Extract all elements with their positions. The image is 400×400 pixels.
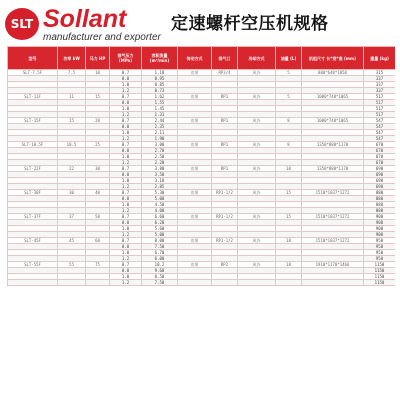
cooling-cell: 风冷 [238,238,276,244]
dimensions-cell: 1910*1170*1466 [302,262,364,268]
drive-cell [178,280,212,286]
cooling-cell: 风冷 [238,262,276,268]
flow-cell: 2.70 [142,148,178,154]
model-cell: SLT-11F [8,94,58,100]
pressure-cell: 1.0 [110,130,142,136]
pressure-cell: 0.8 [110,268,142,274]
power-cell: 30 [58,190,86,196]
flow-cell: 5.60 [142,226,178,232]
weight-cell: 1150 [364,280,396,286]
flow-cell: 2.44 [142,118,178,124]
weight-cell: 690 [364,166,396,172]
flow-cell: 2.50 [142,154,178,160]
page-title: 定速螺杆空压机规格 [171,14,329,34]
drive-cell: 皮带 [178,262,212,268]
flow-cell: 0.95 [142,76,178,82]
cooling-cell: 风冷 [238,94,276,100]
pressure-cell: 1.2 [110,88,142,94]
dimensions-cell: 1350*880*1170 [302,166,364,172]
pressure-cell: 0.7 [110,94,142,100]
weight-cell: 880 [364,202,396,208]
drive-cell: 皮带 [178,94,212,100]
outlet-cell: RP3/4 [212,70,238,76]
oil-cell: 15 [276,190,302,196]
pressure-cell: 1.2 [110,208,142,214]
weight-cell: 670 [364,160,396,166]
horsepower-cell: 30 [86,166,110,172]
column-header-oil: 油量 (L) [276,47,302,70]
horsepower-cell: 40 [86,190,110,196]
cooling-cell [238,280,276,286]
model-cell [8,280,58,286]
outlet-cell [212,280,238,286]
spec-table [7,46,395,286]
horsepower-cell: 50 [86,214,110,220]
pressure-cell: 0.8 [110,148,142,154]
flow-cell: 6.20 [142,220,178,226]
power-cell: 55 [58,262,86,268]
oil-cell: 8 [276,118,302,124]
pressure-cell: 0.8 [110,220,142,226]
outlet-cell: RP1 [212,142,238,148]
column-header-power: 功率 kW [58,47,86,70]
drive-cell: 皮带 [178,70,212,76]
weight-cell: 1150 [364,274,396,280]
flow-cell: 5.00 [142,232,178,238]
horsepower-cell: 25 [86,142,110,148]
power-cell: 15 [58,118,86,124]
pressure-cell: 1.2 [110,256,142,262]
outlet-cell: RP2 [212,262,238,268]
oil-cell: 18 [276,262,302,268]
flow-cell: 2.11 [142,130,178,136]
pressure-cell: 1.2 [110,160,142,166]
outlet-cell: RP1 [212,118,238,124]
weight-cell: 517 [364,112,396,118]
spec-table-container [7,46,395,400]
pressure-cell: 0.7 [110,238,142,244]
weight-cell: 547 [364,118,396,124]
outlet-cell: RP1 [212,166,238,172]
weight-cell: 517 [364,100,396,106]
power-cell: 22 [58,166,86,172]
weight-cell: 900 [364,232,396,238]
power-cell: 7.5 [58,70,86,76]
horsepower-cell: 10 [86,70,110,76]
weight-cell: 880 [364,196,396,202]
weight-cell: 900 [364,214,396,220]
pressure-cell: 1.2 [110,112,142,118]
dimensions-cell: 1510*1037*1272 [302,238,364,244]
flow-cell: 1.55 [142,100,178,106]
flow-cell: 5.00 [142,196,178,202]
pressure-cell: 1.0 [110,178,142,184]
pressure-cell: 1.2 [110,184,142,190]
drive-cell: 皮带 [178,190,212,196]
flow-cell: 8.00 [142,238,178,244]
model-cell: SLT-30F [8,190,58,196]
flow-cell: 6.70 [142,250,178,256]
cooling-cell: 风冷 [238,166,276,172]
pressure-cell: 1.0 [110,106,142,112]
horsepower-cell: 60 [86,238,110,244]
weight-cell: 337 [364,76,396,82]
spec-table-body [8,70,396,286]
weight-cell: 547 [364,130,396,136]
column-header-horsepower: 马力 HP [86,47,110,70]
model-cell: SLT-18.5F [8,142,58,148]
weight-cell: 315 [364,70,396,76]
weight-cell: 517 [364,94,396,100]
model-cell: SLT-7.5F [8,70,58,76]
weight-cell: 1150 [364,262,396,268]
model-cell: SLT-15F [8,118,58,124]
pressure-cell: 1.2 [110,232,142,238]
oil-cell: 5 [276,94,302,100]
column-header-weight: 重量 (kg) [364,47,396,70]
pressure-cell: 1.2 [110,280,142,286]
outlet-cell: RP1-1/2 [212,214,238,220]
weight-cell: 517 [364,106,396,112]
flow-cell: 4.00 [142,208,178,214]
weight-cell: 880 [364,190,396,196]
weight-cell: 670 [364,148,396,154]
pressure-cell: 0.7 [110,262,142,268]
cooling-cell: 风冷 [238,190,276,196]
horsepower-cell: 75 [86,262,110,268]
flow-cell: 8.50 [142,274,178,280]
flow-cell: 0.85 [142,82,178,88]
flow-cell: 10.2 [142,262,178,268]
horsepower-cell [86,280,110,286]
weight-cell: 337 [364,88,396,94]
column-header-dimensions: 机组尺寸 长*宽*高 (mm) [302,47,364,70]
flow-cell: 7.50 [142,244,178,250]
oil-cell: 15 [276,214,302,220]
weight-cell: 900 [364,220,396,226]
drive-cell: 皮带 [178,166,212,172]
flow-cell: 4.50 [142,202,178,208]
pressure-cell: 1.0 [110,226,142,232]
column-header-model: 型号 [8,47,58,70]
flow-cell: 3.80 [142,166,178,172]
model-cell: SLT-55F [8,262,58,268]
pressure-cell: 1.0 [110,250,142,256]
flow-cell: 6.00 [142,256,178,262]
weight-cell: 690 [364,172,396,178]
pressure-cell: 0.8 [110,124,142,130]
weight-cell: 690 [364,184,396,190]
pressure-cell: 1.2 [110,136,142,142]
pressure-cell: 0.8 [110,244,142,250]
weight-cell: 950 [364,244,396,250]
cooling-cell: 风冷 [238,214,276,220]
weight-cell: 1150 [364,268,396,274]
flow-cell: 9.60 [142,268,178,274]
pressure-cell: 0.7 [110,190,142,196]
oil-cell [276,280,302,286]
flow-cell: 1.18 [142,70,178,76]
dimensions-cell: 1350*880*1170 [302,142,364,148]
flow-cell: 1.45 [142,106,178,112]
flow-cell: 1.31 [142,112,178,118]
weight-cell: 690 [364,178,396,184]
weight-cell: 337 [364,82,396,88]
weight-cell: 547 [364,124,396,130]
oil-cell: 18 [276,238,302,244]
pressure-cell: 0.8 [110,172,142,178]
flow-cell: 0.73 [142,88,178,94]
flow-cell: 3.50 [142,172,178,178]
drive-cell: 皮带 [178,118,212,124]
cooling-cell: 风冷 [238,118,276,124]
weight-cell: 900 [364,226,396,232]
column-header-pressure: 排气压力 (MPa) [110,47,142,70]
sollant-logo-icon [5,8,39,40]
dimensions-cell: 800*640*1050 [302,70,364,76]
outlet-cell: RP1-1/2 [212,238,238,244]
brand-tagline: manufacturer and exporter [43,32,161,43]
flow-cell: 7.50 [142,280,178,286]
cooling-cell: 风冷 [238,70,276,76]
pressure-cell: 0.8 [110,196,142,202]
dimensions-cell [302,280,364,286]
horsepower-cell: 15 [86,94,110,100]
pressure-cell: 0.7 [110,118,142,124]
pressure-cell: 0.8 [110,76,142,82]
pressure-cell: 1.0 [110,154,142,160]
weight-cell: 950 [364,256,396,262]
weight-cell: 670 [364,154,396,160]
flow-cell: 1.62 [142,94,178,100]
pressure-cell: 1.0 [110,202,142,208]
weight-cell: 880 [364,208,396,214]
weight-cell: 547 [364,136,396,142]
outlet-cell: RP1-1/2 [212,190,238,196]
column-header-flow: 容积流量 (m³/min) [142,47,178,70]
oil-cell: 8 [276,142,302,148]
pressure-cell: 0.8 [110,100,142,106]
power-cell: 45 [58,238,86,244]
power-cell: 18.5 [58,142,86,148]
flow-cell: 1.90 [142,136,178,142]
table-row [8,280,396,286]
column-header-outlet: 排气口 [212,47,238,70]
column-header-cooling: 冷却方式 [238,47,276,70]
power-cell: 37 [58,214,86,220]
drive-cell: 皮带 [178,142,212,148]
flow-cell: 5.30 [142,190,178,196]
brand-name: Sollant [43,5,127,33]
flow-cell: 2.35 [142,124,178,130]
power-cell [58,280,86,286]
pressure-cell: 1.0 [110,82,142,88]
model-cell: SLT-37F [8,214,58,220]
power-cell: 11 [58,94,86,100]
table-header-row [8,47,396,70]
weight-cell: 950 [364,238,396,244]
column-header-drive: 传动方式 [178,47,212,70]
weight-cell: 670 [364,142,396,148]
flow-cell: 2.20 [142,160,178,166]
pressure-cell: 0.7 [110,70,142,76]
weight-cell: 950 [364,250,396,256]
drive-cell: 皮带 [178,214,212,220]
pressure-cell: 0.7 [110,166,142,172]
dimensions-cell: 1510*1037*1272 [302,190,364,196]
flow-cell: 2.85 [142,184,178,190]
logo-seal-text: SLT [10,17,34,31]
oil-cell: 5 [276,70,302,76]
dimensions-cell: 1000*740*1065 [302,94,364,100]
model-cell: SLT-45F [8,238,58,244]
dimensions-cell: 1510*1037*1272 [302,214,364,220]
dimensions-cell: 1000*740*1065 [302,118,364,124]
flow-cell: 3.00 [142,142,178,148]
oil-cell: 10 [276,166,302,172]
flow-cell: 3.18 [142,178,178,184]
cooling-cell: 风冷 [238,142,276,148]
pressure-cell: 0.7 [110,142,142,148]
model-cell: SLT-22F [8,166,58,172]
pressure-cell: 0.7 [110,214,142,220]
drive-cell: 皮带 [178,238,212,244]
horsepower-cell: 20 [86,118,110,124]
outlet-cell: RP1 [212,94,238,100]
pressure-cell: 1.0 [110,274,142,280]
page-header [0,0,400,46]
flow-cell: 6.60 [142,214,178,220]
